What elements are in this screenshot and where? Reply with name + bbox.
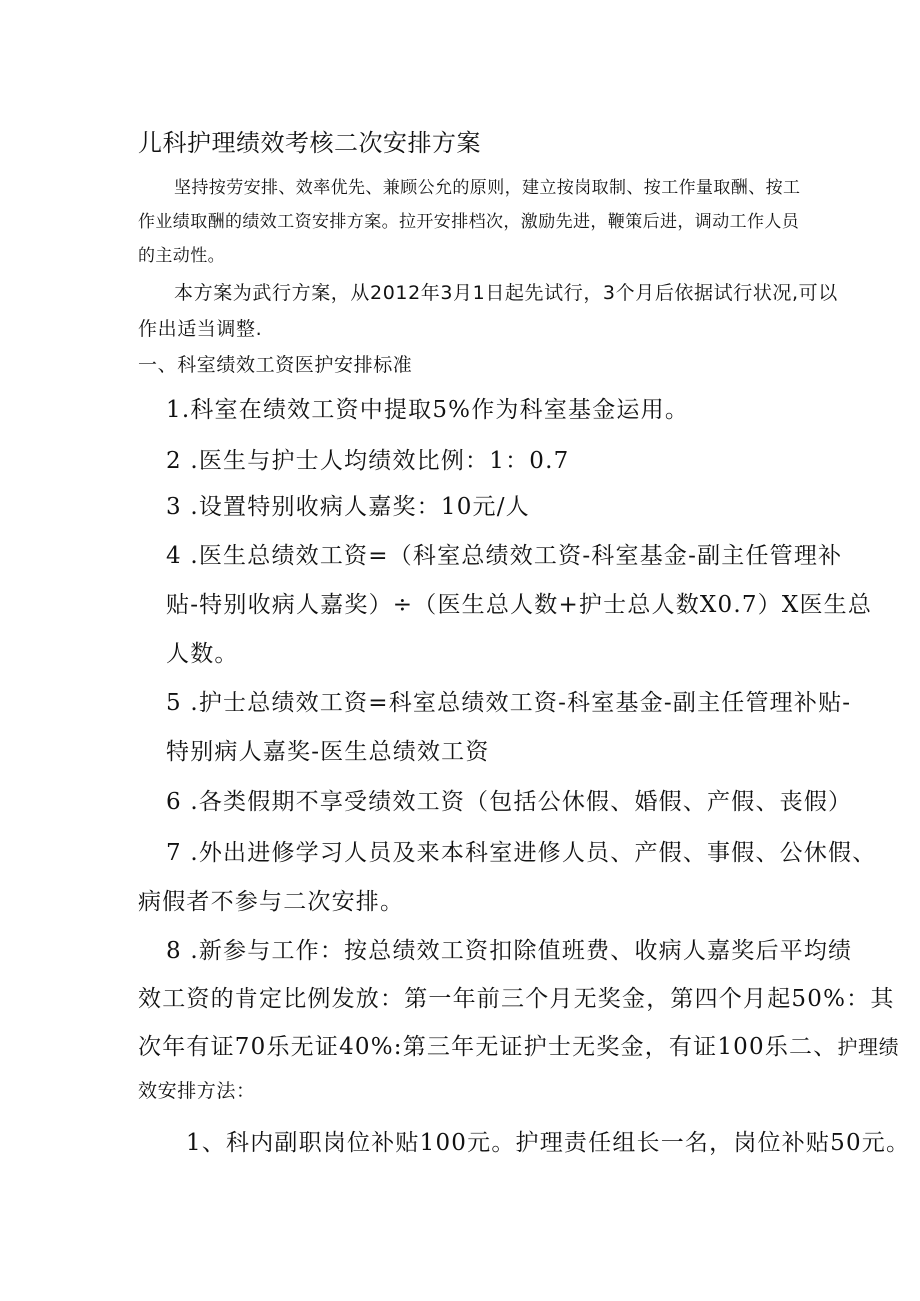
section1-item8-line1: 8 .新参与工作：按总绩效工资扣除值班费、收病人嘉奖后平均绩 — [166, 938, 853, 964]
intro-p2-line1: 本方案为武行方案，从2012年3月1日起先试行，3个月后依据试行状况,可以 — [174, 282, 838, 304]
section1-item7-line1: 7 .外出进修学习人员及来本科室进修人员、产假、事假、公休假、 — [166, 840, 877, 866]
section2-item1: 1、科内副职岗位补贴100元。护理责任组长一名，岗位补贴50元。 — [186, 1130, 911, 1156]
section1-item8-line2: 效工资的肯定比例发放：第一年前三个月无奖金，第四个月起50%：其 — [138, 986, 895, 1012]
section1-item2: 2 .医生与护士人均绩效比例：1：0.7 — [166, 448, 570, 474]
section1-item4-line3: 人数。 — [166, 641, 239, 667]
section1-heading: 一、科室绩效工资医护安排标准 — [138, 354, 413, 376]
intro-p2-line2: 作出适当调整. — [138, 318, 263, 340]
section1-item8-line3 — [138, 1036, 899, 1059]
section2-heading-start: 护理绩 — [837, 1035, 900, 1059]
section1-item5-line1: 5 .护士总绩效工资=科室总绩效工资-科室基金-副主任管理补贴- — [166, 690, 852, 716]
section1-item1: 1.科室在绩效工资中提取5%作为科室基金运用。 — [166, 397, 690, 423]
section1-item3: 3 .设置特别收病人嘉奖：10元/人 — [166, 494, 530, 520]
section2-heading-end: 效安排方法： — [138, 1080, 256, 1102]
section1-item6: 6 .各类假期不享受绩效工资（包括公休假、婚假、产假、丧假） — [166, 789, 853, 815]
section1-item8-line3-text: 次年有证70乐无证40%:第三年无证护士无奖金，有证100乐二、 — [138, 1034, 838, 1060]
intro-p1-line1: 坚持按劳安排、效率优先、兼顾公允的原则，建立按岗取制、按工作量取酬、按工 — [174, 178, 801, 198]
section1-item7-line2: 病假者不参与二次安排。 — [138, 889, 405, 915]
document-title: 儿科护理绩效考核二次安排方案 — [138, 129, 481, 157]
section1-item4-line1: 4 .医生总绩效工资=（科室总绩效工资-科室基金-副主任管理补 — [166, 543, 843, 569]
section1-item4-line2: 贴-特别收病人嘉奖）÷（医生总人数+护士总人数X0.7）X医生总 — [166, 592, 873, 618]
intro-p1-line3: 的主动性。 — [138, 246, 225, 266]
intro-p1-line2: 作业绩取酬的绩效工资安排方案。拉开安排档次，激励先进，鞭策后进，调动工作人员 — [138, 212, 800, 232]
section1-item5-line2: 特别病人嘉奖-医生总绩效工资 — [166, 739, 490, 765]
